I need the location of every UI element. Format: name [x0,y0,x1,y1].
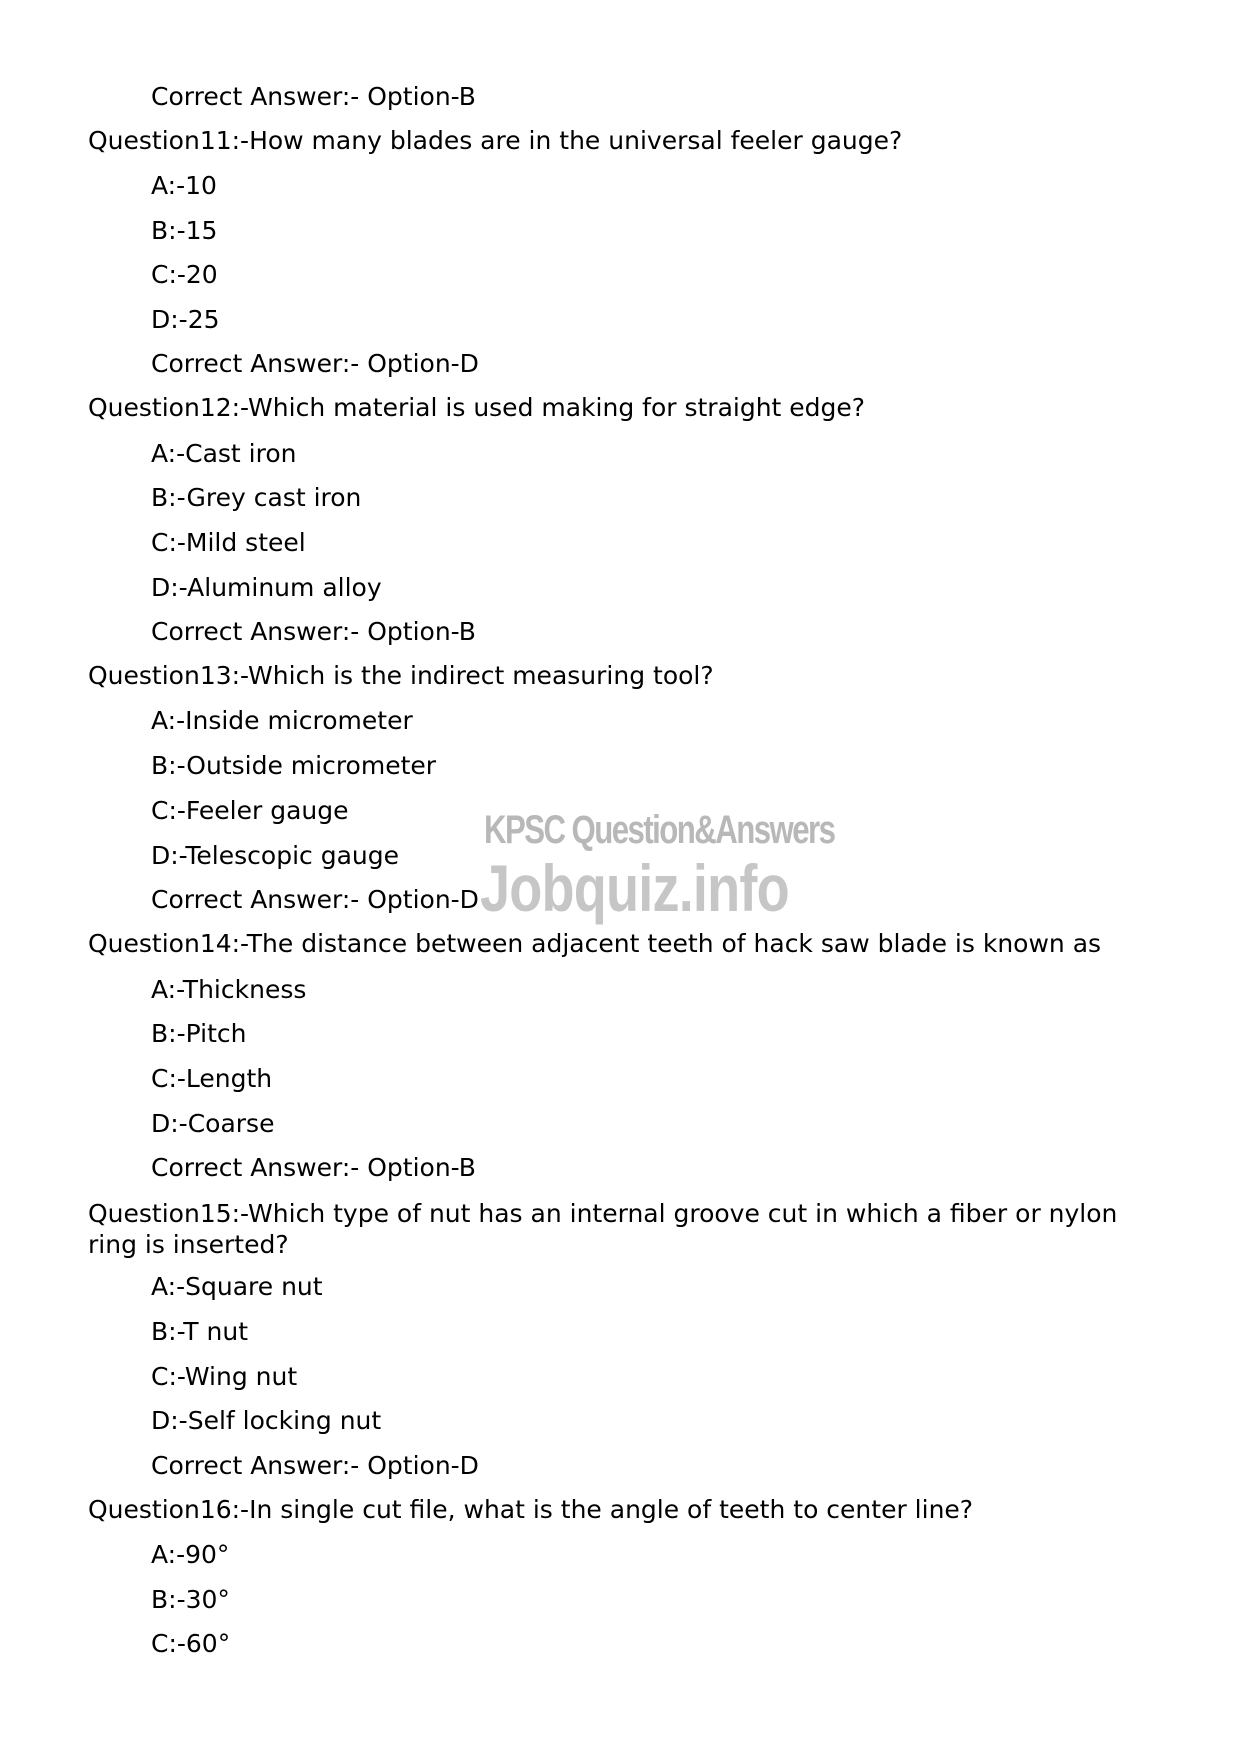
watermark-line-2: Jobquiz.info [480,851,789,925]
question-15: Question15:-Which type of nut has an internal groove cut in which a fiber or nylon ring is inserted? [88,1199,1118,1259]
q11-option-a: A:-10 [151,171,217,200]
q11-option-d: D:-25 [151,305,220,334]
q16-option-c: C:-60° [151,1629,231,1658]
q15-option-c: C:-Wing nut [151,1362,298,1391]
q12-option-a: A:-Cast iron [151,439,297,468]
question-11: Question11:-How many blades are in the universal feeler gauge? [88,126,903,155]
q11-option-c: C:-20 [151,260,218,289]
q12-option-d: D:-Aluminum alloy [151,573,382,602]
q16-option-b: B:-30° [151,1585,230,1614]
q12-option-c: C:-Mild steel [151,528,306,557]
question-14: Question14:-The distance between adjacent teeth of hack saw blade is known as [88,929,1102,958]
q12-correct-answer: Correct Answer:- Option-B [151,617,476,646]
q16-option-a: A:-90° [151,1540,230,1569]
correct-answer-q10: Correct Answer:- Option-B [151,82,476,111]
question-12: Question12:-Which material is used making for straight edge? [88,393,866,422]
question-13: Question13:-Which is the indirect measuring tool? [88,661,714,690]
q13-option-c: C:-Feeler gauge [151,796,349,825]
q13-correct-answer: Correct Answer:- Option-D [151,885,479,914]
q12-option-b: B:-Grey cast iron [151,483,362,512]
q11-correct-answer: Correct Answer:- Option-D [151,349,479,378]
q14-option-b: B:-Pitch [151,1019,247,1048]
q14-option-c: C:-Length [151,1064,273,1093]
question-16: Question16:-In single cut file, what is the angle of teeth to center line? [88,1495,974,1524]
q15-option-a: A:-Square nut [151,1272,323,1301]
q14-option-a: A:-Thickness [151,975,307,1004]
q15-option-d: D:-Self locking nut [151,1406,382,1435]
q15-correct-answer: Correct Answer:- Option-D [151,1451,479,1480]
q13-option-b: B:-Outside micrometer [151,751,437,780]
q14-correct-answer: Correct Answer:- Option-B [151,1153,476,1182]
q11-option-b: B:-15 [151,216,218,245]
q15-option-b: B:-T nut [151,1317,249,1346]
q13-option-a: A:-Inside micrometer [151,706,413,735]
q14-option-d: D:-Coarse [151,1109,275,1138]
q13-option-d: D:-Telescopic gauge [151,841,399,870]
watermark-line-1: KPSC Question&Answers [484,808,835,852]
